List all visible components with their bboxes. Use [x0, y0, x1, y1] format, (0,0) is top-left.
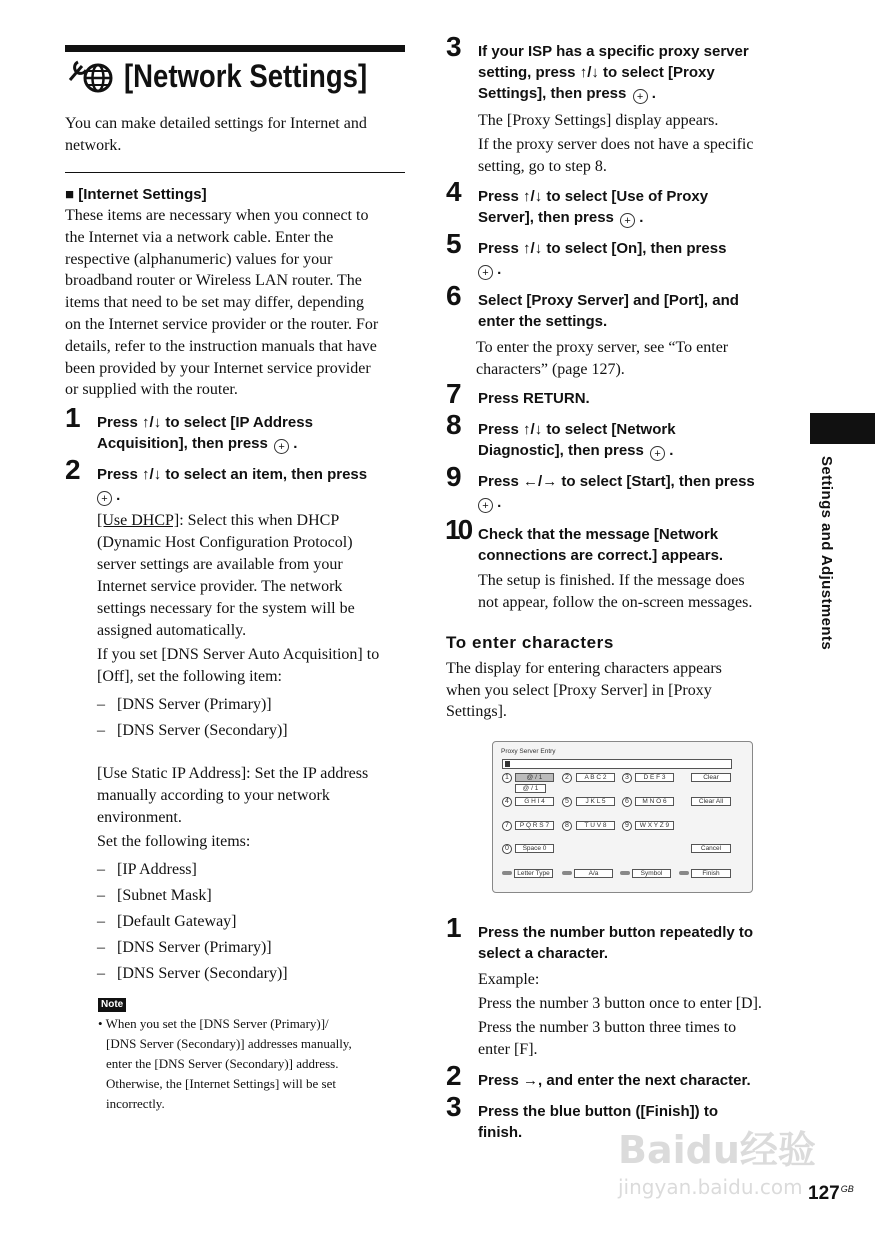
- number-badge: 8: [562, 821, 572, 831]
- number-badge: 6: [622, 797, 632, 807]
- list-item: – [DNS Server (Primary)]: [97, 939, 272, 956]
- key-6[interactable]: M N O 6: [635, 797, 674, 806]
- step-number: 8: [446, 409, 461, 440]
- dhcp-description: [Use DHCP]: Select this when DHCP (Dynamic Host Configuration Protocol) server settings are available from your Internet service provider. The network settings necessary for the system will be assigned automatically.: [97, 512, 355, 639]
- step-number: 3: [446, 31, 461, 62]
- red-button-icon: [502, 871, 512, 875]
- screen-title: Proxy Server Entry: [501, 748, 556, 755]
- internet-settings-body: These items are necessary when you connect to the Internet via a network cable. Enter the respective (alphanumeric) values for your broadband router or Wireless LAN router. The items that need to be set may differ, depending on the Internet service provider or the router. For details, refer to the instruction manuals that have been provided by your Internet service provider or supplied with the router.: [65, 207, 379, 399]
- enter-button-icon: +: [620, 213, 635, 228]
- finish-button[interactable]: Finish: [691, 869, 731, 878]
- step-number: 3: [446, 1091, 461, 1122]
- symbol-button[interactable]: Symbol: [632, 869, 671, 878]
- step-number: 6: [446, 280, 461, 311]
- step-9-instruction: Press ←/→ to select [Start], then press + .: [478, 473, 755, 512]
- static-item-list: [97, 857, 288, 987]
- side-tab-marker: [810, 413, 875, 444]
- yellow-button-icon: [620, 871, 630, 875]
- step-number: 1: [65, 402, 80, 433]
- enter-button-icon: +: [633, 89, 648, 104]
- enter-button-icon: +: [650, 446, 665, 461]
- square-bullet: ■: [65, 186, 75, 203]
- enter-button-icon: +: [478, 498, 493, 513]
- char-step-1-instruction: Press the number button repeatedly to select a character.: [478, 924, 754, 962]
- enter-button-icon: +: [97, 491, 112, 506]
- intro-text: You can make detailed settings for Internet and network.: [65, 115, 367, 154]
- key-8[interactable]: T U V 8: [576, 821, 615, 830]
- key-2[interactable]: A B C 2: [576, 773, 615, 782]
- enter-button-icon: +: [478, 265, 493, 280]
- key-0[interactable]: Space 0: [515, 844, 554, 853]
- list-item: – [Subnet Mask]: [97, 887, 212, 904]
- key-3[interactable]: D E F 3: [635, 773, 674, 782]
- number-badge: 1: [502, 773, 512, 783]
- step-number: 1: [446, 912, 461, 943]
- key-9[interactable]: W X Y Z 9: [635, 821, 674, 830]
- step-number: 2: [65, 454, 80, 485]
- char-step-1-body: Example: Press the number 3 button once to enter [D]. Press the number 3 button three times to enter [F].: [478, 971, 762, 1058]
- step-5-instruction: Press ↑/↓ to select [On], then press + .: [478, 240, 727, 279]
- step-10-instruction: Check that the message [Network connections are correct.] appears.: [478, 526, 724, 564]
- key-1-popup: @ / 1: [515, 784, 546, 793]
- clear-all-button[interactable]: Clear All: [691, 797, 731, 806]
- following-items-label: Set the following items:: [97, 833, 251, 850]
- char-step-2-instruction: Press →, and enter the next character.: [478, 1072, 751, 1089]
- list-item: – [Default Gateway]: [97, 913, 237, 930]
- internet-settings-heading: ■ [Internet Settings]: [65, 186, 207, 203]
- step-2-instruction: Press ↑/↓ to select an item, then press + .: [97, 466, 368, 505]
- key-4[interactable]: G H I 4: [515, 797, 554, 806]
- side-tab-label: Settings and Adjustments: [818, 456, 835, 651]
- number-badge: 2: [562, 773, 572, 783]
- clear-button[interactable]: Clear: [691, 773, 731, 782]
- list-item: – [DNS Server (Primary)]: [97, 696, 272, 713]
- number-badge: 3: [622, 773, 632, 783]
- note-badge: Note: [98, 998, 126, 1012]
- step-6-body: To enter the proxy server, see “To enter characters” (page 127).: [476, 339, 729, 378]
- watermark: Baidu经验 jingyan.baidu.com: [618, 1128, 816, 1199]
- green-button-icon: [562, 871, 572, 875]
- step-3-body: The [Proxy Settings] display appears. If the proxy server does not have a specific setting, go to step 8.: [478, 112, 754, 175]
- step-number: 5: [446, 228, 461, 259]
- step-3-instruction: If your ISP has a specific proxy server setting, press ↑/↓ to select [Proxy Settings], then press + .: [478, 43, 749, 103]
- step-number: 10: [445, 514, 471, 545]
- number-badge: 5: [562, 797, 572, 807]
- step-number: 4: [446, 176, 461, 207]
- enter-characters-heading: To enter characters: [446, 633, 614, 652]
- static-ip-description: [Use Static IP Address]: Set the IP address manually according to your network environment.: [97, 765, 369, 826]
- number-badge: 9: [622, 821, 632, 831]
- page-title: [Network Settings]: [124, 58, 368, 94]
- list-item: – [DNS Server (Secondary)]: [97, 722, 288, 739]
- page-number: $127^{GB}$: [808, 1183, 854, 1204]
- key-5[interactable]: J K L 5: [576, 797, 615, 806]
- step-number: 7: [446, 378, 461, 409]
- enter-characters-body: The display for entering characters appears when you select [Proxy Server] in [Proxy Settings].: [446, 660, 722, 720]
- case-toggle-button[interactable]: A/a: [574, 869, 613, 878]
- dns-item-list: [97, 692, 288, 744]
- note-text: • When you set the [DNS Server (Primary)]/ [DNS Server (Secondary)] addresses manually, enter the [DNS Server (Secondary)] address. Otherwise, the [Internet Settings] will be set incorrectly.: [98, 1016, 352, 1111]
- step-10-body: The setup is finished. If the message does not appear, follow the on-screen messages.: [478, 572, 753, 611]
- number-badge: 7: [502, 821, 512, 831]
- step-7-instruction: Press RETURN.: [478, 390, 590, 407]
- list-item: – [IP Address]: [97, 861, 197, 878]
- proxy-server-entry-screen: [492, 741, 753, 893]
- dns-auto-text: If you set [DNS Server Auto Acquisition] to [Off], set the following item:: [97, 646, 380, 685]
- char-step-3-instruction: Press the blue button ([Finish]) to finish.: [478, 1103, 718, 1141]
- step-number: 9: [446, 461, 461, 492]
- enter-button-icon: +: [274, 439, 289, 454]
- key-1[interactable]: @ / 1: [515, 773, 554, 782]
- cancel-button[interactable]: Cancel: [691, 844, 731, 853]
- step-8-instruction: Press ↑/↓ to select [Network Diagnostic], then press + .: [478, 421, 676, 460]
- list-item: – [DNS Server (Secondary)]: [97, 965, 288, 982]
- step-number: 2: [446, 1060, 461, 1091]
- step-1-instruction: Press ↑/↓ to select [IP Address Acquisition], then press + .: [97, 414, 313, 453]
- number-badge: 0: [502, 844, 512, 854]
- step-4-instruction: Press ↑/↓ to select [Use of Proxy Server], then press + .: [478, 188, 709, 227]
- letter-type-button[interactable]: Letter Type: [514, 869, 553, 878]
- entry-field: [502, 759, 732, 769]
- key-7[interactable]: P Q R S 7: [515, 821, 554, 830]
- title-rule: [65, 45, 405, 52]
- section-divider: [65, 172, 405, 173]
- step-6-instruction: Select [Proxy Server] and [Port], and enter the settings.: [478, 292, 739, 330]
- network-settings-icon: [66, 58, 116, 96]
- blue-button-icon: [679, 871, 689, 875]
- number-badge: 4: [502, 797, 512, 807]
